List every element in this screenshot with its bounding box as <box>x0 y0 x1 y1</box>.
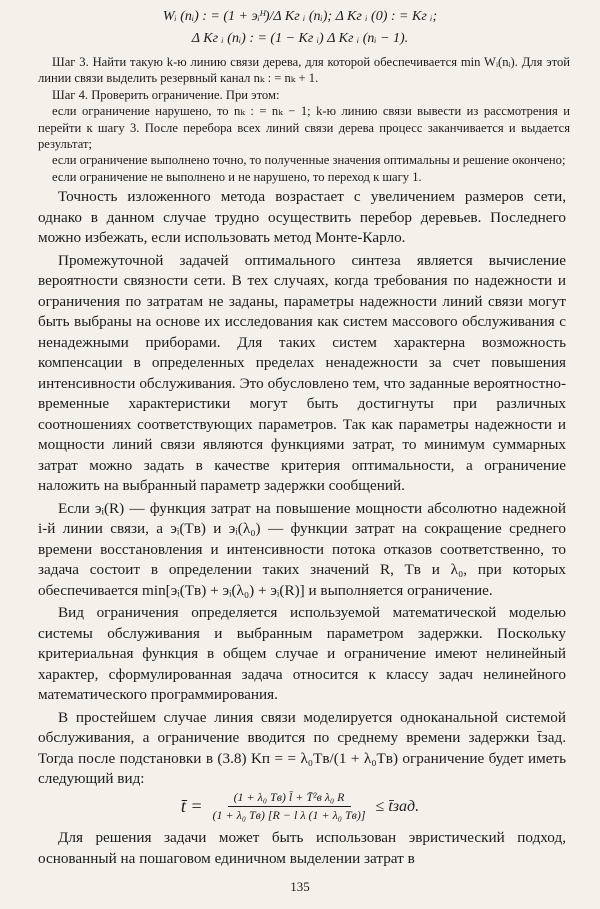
step-3-text: Шаг 3. Найти такую k-ю линию связи дерева, для которой обеспечивается min Wᵢ(nᵢ). Для этой линии связи выделить резервный канал nₖ : = nₖ + 1. <box>38 55 570 86</box>
formula-delta-k-recurrence: Δ Kг ᵢ (nᵢ) : = (1 − Kг ᵢ) Δ Kг ᵢ (nᵢ − 1). <box>191 31 409 46</box>
case-neither-text: если ограничение не выполнено и не нарушено, то переход к шагу 1. <box>52 169 422 184</box>
body-text-lower <box>38 828 566 869</box>
paragraph-constraint-type: Вид ограничения определяется используемой математической моделью системы обслуживания и выбранным параметром задержки. Поскольку критериальная функция в общем случае и ограничение имеют нелинейный характер, сформулированная задача относится к классу задач нелинейного математического программирования. <box>38 604 566 703</box>
paragraph-cost-functions: Если эᵢ(R) — функция затрат на повышение мощности абсолютно надежной i-й линии связи, а эᵢ(Tв) и эᵢ(λ₀) — функции затрат на сокращение среднего времени восстановления и интенсивности потока отказов соответственно, то задача состоит в определении таких значений R, Tв и λ₀, при которых обеспечивается min[эᵢ(Tв) + эᵢ(λ₀) + эᵢ(R)] и выполняется ограничение. <box>38 499 566 599</box>
formula-rhs: ≤ t̄зад. <box>375 797 420 815</box>
paragraph-simplest-case: В простейшем случае линия связи моделируется одноканальной системой обслуживания, а ограничение вводится по среднему времени задержки t̄зад. Тогда после подстановки в (3.8) Kп = = λ₀Tв/(1 + λ₀Tв) ограничение будет иметь следующий вид: <box>38 708 566 787</box>
paragraph-intermediate-task: Промежуточной задачей оптимального синтеза является вычисление вероятности связности сети. В тех случаях, когда требования по надежности и ограничения по затратам не заданы, параметры надежности линий связи могут быть выбраны на основе их исследования как систем массового обслуживания с ненадежными приборами. Для таких систем характерна возможность компенсации в определенных пределах ненадежности за счет повышения интенсивности обслуживания. Это обусловлено тем, что заданные вероятностно-временные характеристики могут быть достигнуты при различных соотношениях соответствующих параметров. Так как параметры надежности и мощности линий связи являются функциями затрат, то минимум суммарных затрат можно задать в качестве критерия оптимальности, а ограничение наложить на выбранный параметр задержки сообщений. <box>38 251 566 494</box>
formula-w-definition: Wᵢ (nᵢ) : = (1 + эᵢᴴ)/Δ Kг ᵢ (nᵢ); Δ Kг ᵢ (0) : = Kг ᵢ; <box>162 9 438 24</box>
case-violated-text: если ограничение нарушено, то nₖ : = nₖ − 1; k-ю линию связи вывести из рассмотрения и перейти к шагу 3. После перебора всех линий связи дерева процесс заканчивается и выдается результат; <box>38 104 570 152</box>
paragraph-accuracy: Точность изложенного метода возрастает с увеличением размеров сети, однако в данном случае трудно осуществить перебор деревьев. Последнего можно избежать, если использовать метод Монте-Карло. <box>38 188 566 246</box>
case-exact-text: если ограничение выполнено точно, то полученные значения оптимальны и решение окончено; <box>52 153 566 168</box>
delay-constraint-formula <box>0 790 600 823</box>
page-number: 135 <box>290 879 310 894</box>
body-text-upper <box>38 187 566 790</box>
step-4-text: Шаг 4. Проверить ограничение. При этом: <box>52 87 280 102</box>
algorithm-steps <box>38 54 570 185</box>
formula-numerator: (1 + λ₀ Tв) l̄ + T̄²в λ₀ R <box>228 790 351 807</box>
formula-denominator: (1 + λ₀ Tв) [R − l λ (1 + λ₀ Tв)] <box>212 808 366 822</box>
formula-lhs: t̄ = <box>180 796 203 816</box>
formula-fraction <box>207 790 372 823</box>
paragraph-heuristic: Для решения задачи может быть использован эвристический подход, основанный на пошаговом единичном выделении затрат в <box>38 829 566 867</box>
